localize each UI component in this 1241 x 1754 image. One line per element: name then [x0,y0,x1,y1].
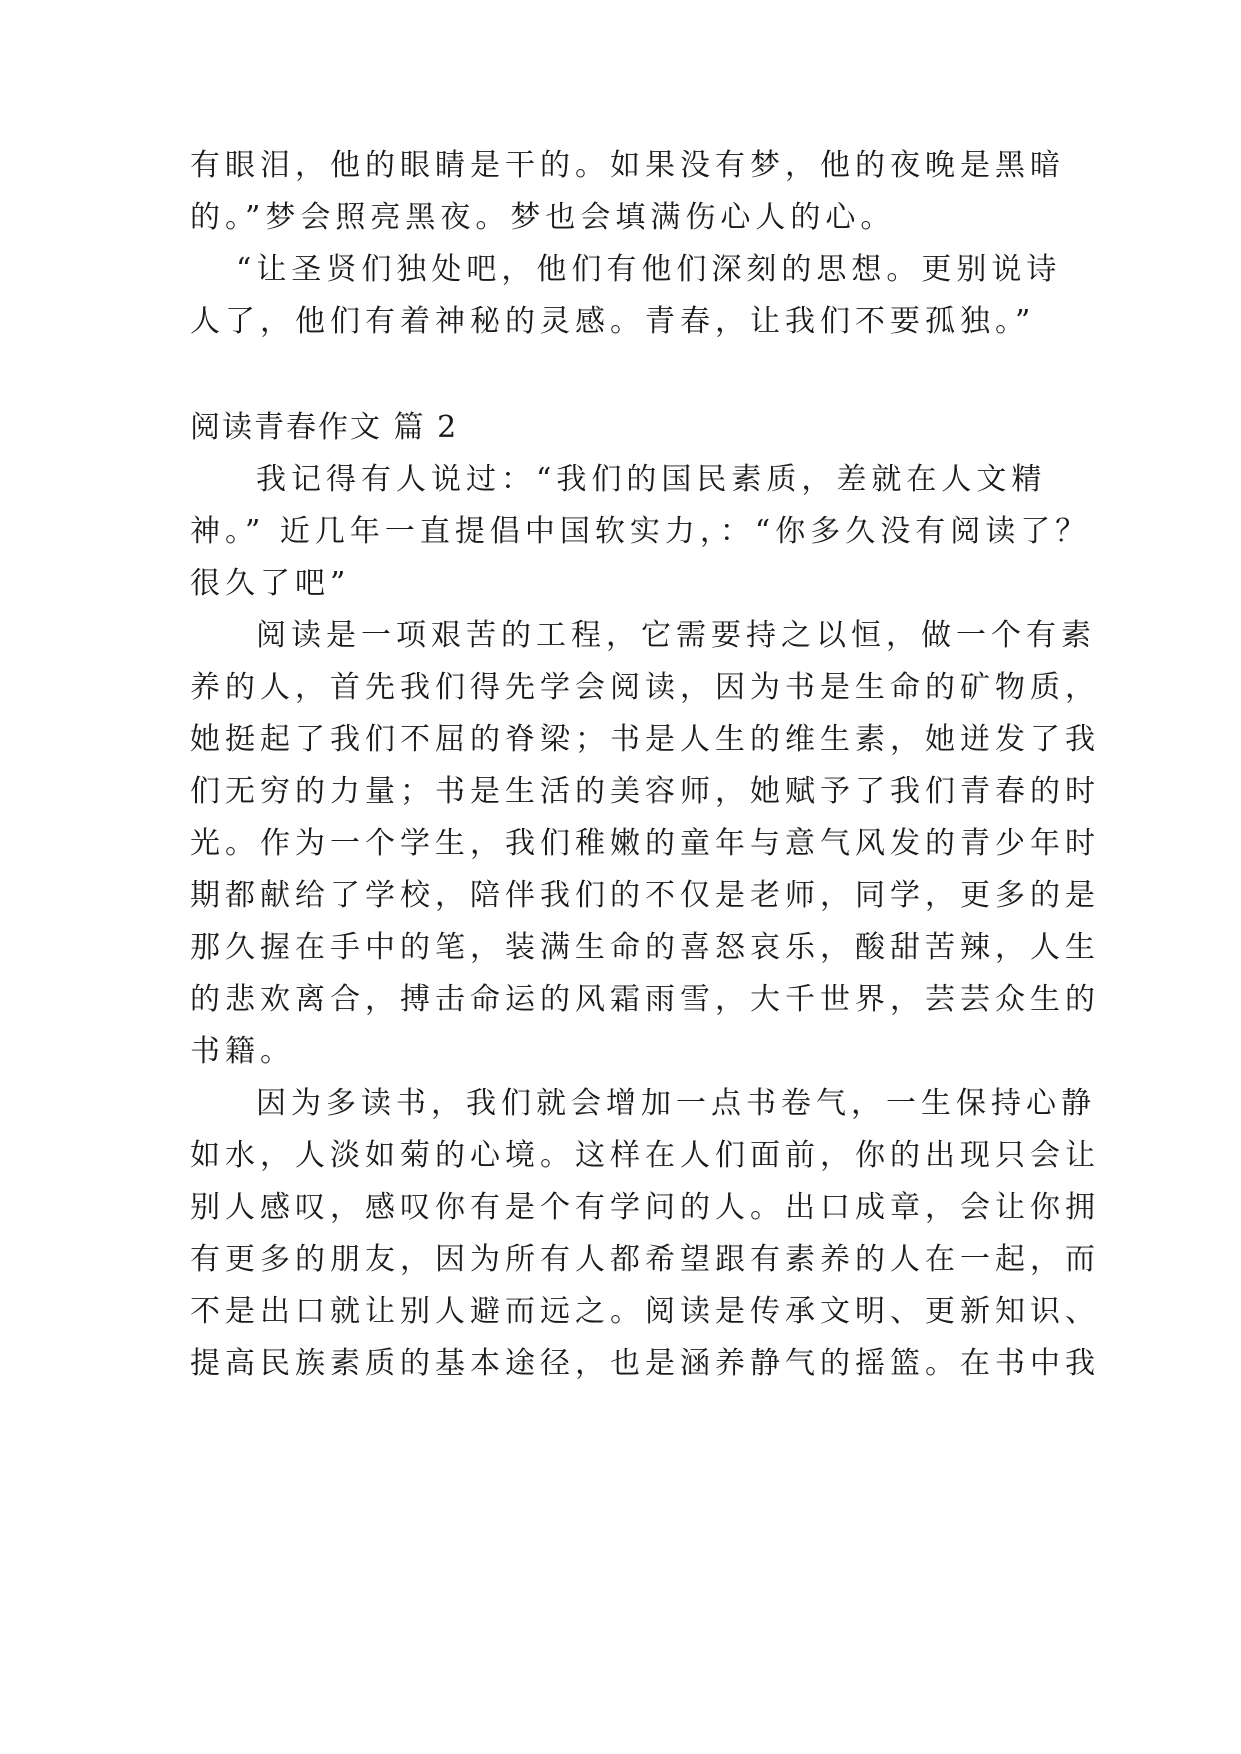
paragraph-line: 书籍。 [190,1034,295,1069]
paragraph-line: 期都献给了学校，陪伴我们的不仅是老师，同学，更多的是 [190,878,1100,913]
paragraph-line: 如水，人淡如菊的心境。这样在人们面前，你的出现只会让 [190,1138,1100,1173]
paragraph-line: 别人感叹，感叹你有是个有学问的人。出口成章，会让你拥 [190,1190,1100,1225]
paragraph-line: 那久握在手中的笔，装满生命的喜怒哀乐，酸甜苦辣，人生 [190,930,1100,965]
paragraph-line: 不是出口就让别人避而远之。阅读是传承文明、更新知识、 [190,1294,1100,1329]
paragraph-line: “让圣贤们独处吧，他们有他们深刻的思想。更别说诗 [236,252,1062,287]
paragraph-line: 有更多的朋友，因为所有人都希望跟有素养的人在一起，而 [190,1242,1100,1277]
paragraph-line: 提高民族素质的基本途径，也是涵养静气的摇篮。在书中我 [190,1346,1100,1381]
paragraph-line: 养的人，首先我们得先学会阅读，因为书是生命的矿物质， [190,670,1100,705]
paragraph-line: 因为多读书，我们就会增加一点书卷气，一生保持心静 [256,1086,1096,1121]
section-heading: 阅读青春作文 篇 2 [190,410,459,445]
paragraph-line: 神。” 近几年一直提倡中国软实力，：“你多久没有阅读了？ [190,514,1091,549]
paragraph-line: 们无穷的力量；书是生活的美容师，她赋予了我们青春的时 [190,774,1100,809]
paragraph-line: 她挺起了我们不屈的脊梁；书是人生的维生素，她迸发了我 [190,722,1100,757]
paragraph-line: 的。”梦会照亮黑夜。梦也会填满伤心人的心。 [190,200,896,235]
paragraph-line: 我记得有人说过：“我们的国民素质，差就在人文精 [256,462,1047,497]
paragraph-line: 光。作为一个学生，我们稚嫩的童年与意气风发的青少年时 [190,826,1100,861]
paragraph-line: 人了，他们有着神秘的灵感。青春，让我们不要孤独。” [190,304,1036,339]
paragraph-line: 有眼泪，他的眼睛是干的。如果没有梦，他的夜晚是黑暗 [190,148,1065,183]
paragraph-line: 很久了吧” [190,566,351,601]
paragraph-line: 的悲欢离合，搏击命运的风霜雨雪，大千世界，芸芸众生的 [190,982,1100,1017]
paragraph-line: 阅读是一项艰苦的工程，它需要持之以恒，做一个有素 [256,618,1096,653]
